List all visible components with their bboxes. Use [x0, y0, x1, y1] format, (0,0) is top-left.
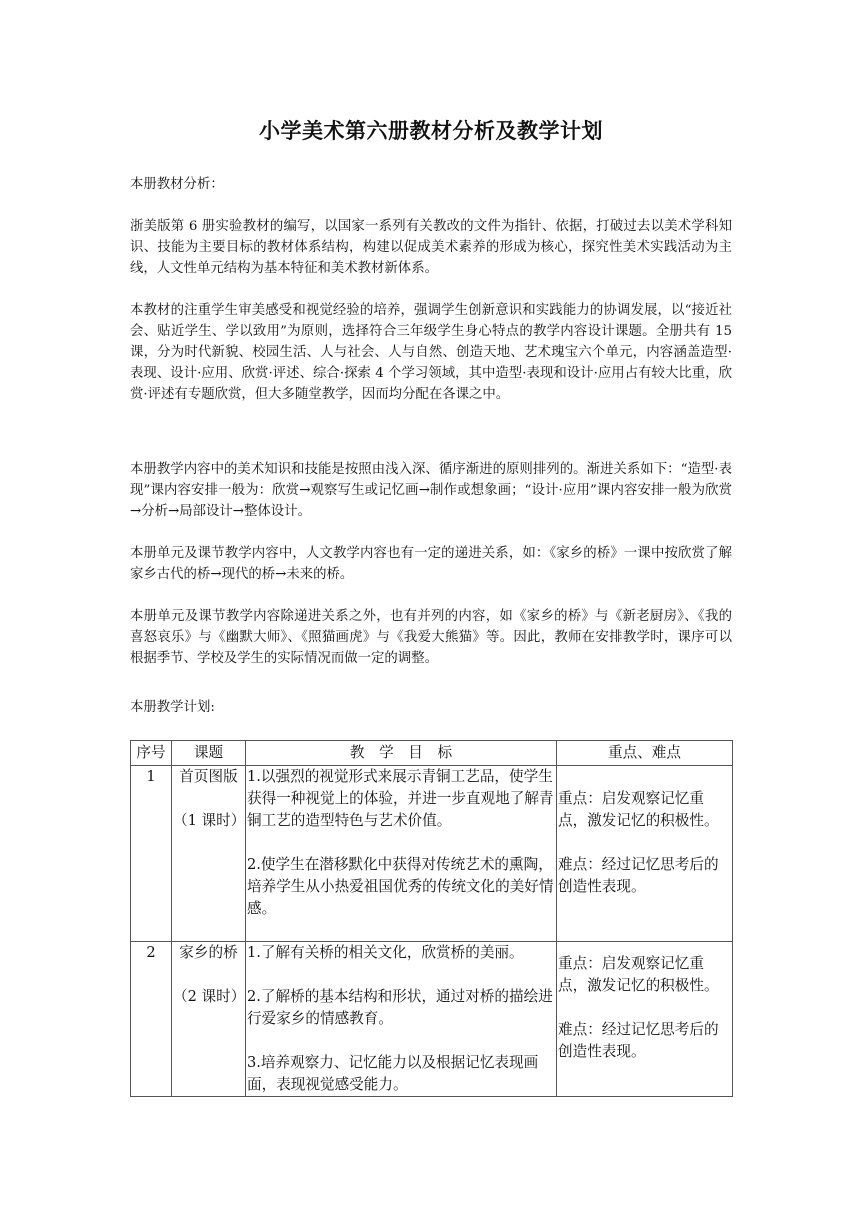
- paragraph-5: 本册单元及课节教学内容除递进关系之外，也有并列的内容，如《家乡的桥》与《新老厨房》、《我的喜怒哀乐》与《幽默大师》、《照猫画虎》与《我爱大熊猫》等。因此，教师在安排教学时，课序可以根据季节、学校及学生的实际情况而做一定的调整。: [130, 609, 732, 666]
- row-key-points: [557, 942, 733, 1097]
- paragraph-2: 本教材的注重学生审美感受和视觉经验的培养，强调学生创新意识和实践能力的协调发展，以“接近社会、贴近学生、学以致用”为原则，选择符合三年级学生身心特点的教学内容设计课题。全册共有 15 课，分为时代新貌、校园生活、人与社会、人与自然、创造天地、艺术瑰宝六个单元，内容涵盖造型·表现、设计·应用、欣赏·评述、综合·探索 4 个学习领域，其中造型·表现和设计·应用占有较大比重，欣赏·评述有专题欣赏，但大多随堂教学，因而均分配在各课之中。: [130, 303, 732, 402]
- table-row: [131, 942, 733, 1097]
- row-number: 1: [131, 766, 172, 942]
- objective-item: 2.使学生在潜移默化中获得对传统艺术的熏陶，培养学生从小热爱祖国优秀的传统文化的美好情感。: [247, 856, 554, 917]
- topic-name: 首页图版: [179, 768, 238, 785]
- table-row: [131, 766, 733, 942]
- row-objectives: [246, 766, 557, 942]
- objective-item: 3.培养观察力、记忆能力以及根据记忆表现画面，表现视觉感受能力。: [247, 1054, 539, 1093]
- teaching-plan-table: [130, 740, 733, 1097]
- row-topic: [172, 766, 246, 942]
- topic-hours: （1 课时）: [173, 812, 246, 829]
- difficulty-point: 难点：经过记忆思考后的创造性表现。: [558, 856, 719, 895]
- table-header-row: [131, 741, 733, 766]
- paragraph-1: 浙美版第 6 册实验教材的编写，以国家一系列有关教改的文件为指针、依据，打破过去以美术学科知识、技能为主要目标的教材体系结构，构建以促成美术素养的形成为核心，探究性美术实践活动为主线，人文性单元结构为基本特征和美术教材新体系。: [130, 219, 732, 276]
- objective-item: 1.了解有关桥的相关文化，欣赏桥的美丽。: [247, 944, 524, 961]
- key-point: 重点：启发观察记忆重点，激发记忆的积极性。: [558, 790, 719, 829]
- objective-item: 1.以强烈的视觉形式来展示青铜工艺品，使学生获得一种视觉上的体验，并进一步直观地了解青铜工艺的造型特色与艺术价值。: [247, 768, 554, 829]
- plan-heading: 本册教学计划:: [130, 700, 215, 715]
- row-key-points: [557, 766, 733, 942]
- paragraph-3: 本册教学内容中的美术知识和技能是按照由浅入深、循序渐进的原则排列的。渐进关系如下：“造型·表现”课内容安排一般为：欣赏→观察写生或记忆画→制作或想象画；“设计·应用”课内容安排一般为欣赏→分析→局部设计→整体设计。: [130, 462, 732, 519]
- key-point: 重点：启发观察记忆重点，激发记忆的积极性。: [558, 955, 719, 994]
- objective-item: 2.了解桥的基本结构和形状，通过对桥的描绘进行爱家乡的情感教育。: [247, 988, 553, 1027]
- analysis-heading: 本册教材分析：: [130, 177, 224, 192]
- row-number: 2: [131, 942, 172, 1097]
- row-objectives: [246, 942, 557, 1097]
- header-objectives: 教 学 目 标: [246, 741, 557, 766]
- topic-name: 家乡的桥: [179, 944, 238, 961]
- header-topic: 课题: [172, 741, 246, 766]
- header-number: 序号: [131, 741, 172, 766]
- header-key-points: 重点、难点: [557, 741, 733, 766]
- difficulty-point: 难点：经过记忆思考后的创造性表现。: [558, 1021, 719, 1060]
- document-title: 小学美术第六册教材分析及教学计划: [259, 118, 603, 143]
- paragraph-4: 本册单元及课节教学内容中，人文教学内容也有一定的递进关系，如：《家乡的桥》一课中按欣赏了解家乡古代的桥→现代的桥→未来的桥。: [130, 546, 732, 582]
- topic-hours: （2 课时）: [173, 988, 246, 1005]
- row-topic: [172, 942, 246, 1097]
